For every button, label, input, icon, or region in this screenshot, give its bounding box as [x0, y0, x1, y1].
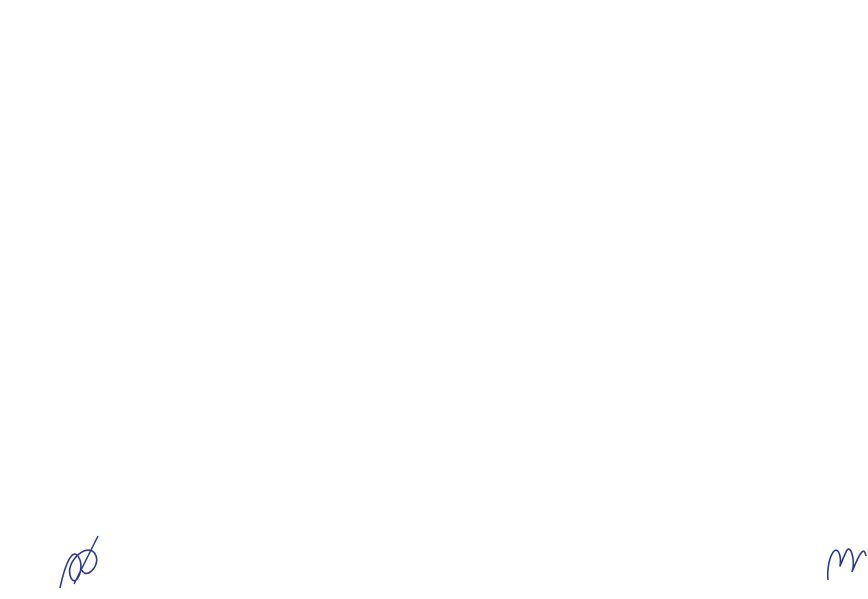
vertical-region-label — [808, 290, 848, 330]
